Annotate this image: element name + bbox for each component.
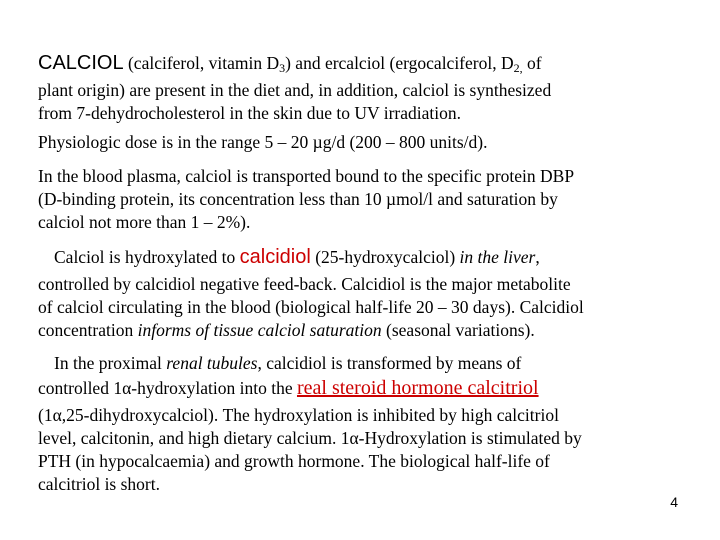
liver-term: in the liver (459, 247, 536, 267)
p5-line-2 (38, 377, 539, 399)
p5-line-1 (54, 352, 521, 374)
page-number: 4 (670, 494, 678, 510)
p4-line-1 (54, 246, 540, 268)
p5-text-a: In the proximal (54, 353, 167, 373)
p4-text-e: (seasonal variations). (381, 320, 535, 340)
sub-2: 2, (513, 61, 523, 75)
p5-line-3: (1α,25-dihydroxycalciol). The hydroxylation is inhibited by high calcitriol (38, 405, 559, 425)
p3-line-1: In the blood plasma, calciol is transported bound to the specific protein DBP (38, 166, 575, 186)
p1-line-1 (38, 52, 542, 74)
p5-line-5: PTH (in hypocalcaemia) and growth hormone. The biological half-life of (38, 451, 550, 471)
p1-line-2: plant origin) are present in the diet and, in addition, calciol is synthesized (38, 80, 552, 100)
p4-line-3: of calciol circulating in the blood (biological half-life 20 – 30 days). Calcidiol (38, 297, 584, 317)
p3-line-3: calciol not more than 1 – 2%). (38, 212, 251, 232)
calcitriol-term: real steroid hormone calcitriol (296, 377, 539, 399)
p4-line-2: controlled by calcidiol negative feed-back. Calcidiol is the major metabolite (38, 274, 571, 294)
p4-text-c: , (535, 247, 540, 267)
p5-line-6: calcitriol is short. (38, 474, 160, 494)
p2-line-1: Physiologic dose is in the range 5 – 20 µg/d (200 – 800 units/d). (38, 132, 488, 152)
calcidiol-term: calcidiol (239, 246, 311, 268)
p1-text-b: ) and ercalciol (ergocalciferol, D (285, 53, 514, 73)
p1-line-3: from 7-dehydrocholesterol in the skin due to UV irradiation. (38, 103, 461, 123)
p5-line-4: level, calcitonin, and high dietary calcium. 1α-Hydroxylation is stimulated by (38, 428, 582, 448)
p4-text-a: Calciol is hydroxylated to (54, 247, 240, 267)
p4-line-4 (38, 319, 535, 341)
p3-line-2: (D-binding protein, its concentration less than 10 µmol/l and saturation by (38, 189, 558, 209)
calciol-term: CALCIOL (38, 52, 124, 74)
p4-text-d: concentration (38, 320, 138, 340)
p5-text-c: controlled 1α-hydroxylation into the (38, 378, 297, 398)
renal-tubules-term: renal tubules (166, 353, 258, 373)
sub-3: 3 (279, 61, 286, 75)
saturation-term: informs of tissue calciol saturation (137, 320, 382, 340)
p4-text-b: (25-hydroxycalciol) (310, 247, 460, 267)
p1-text-c: of (522, 53, 542, 73)
p5-text-b: , calcidiol is transformed by means of (257, 353, 522, 373)
p1-text-a: (calciferol, vitamin D (123, 53, 280, 73)
